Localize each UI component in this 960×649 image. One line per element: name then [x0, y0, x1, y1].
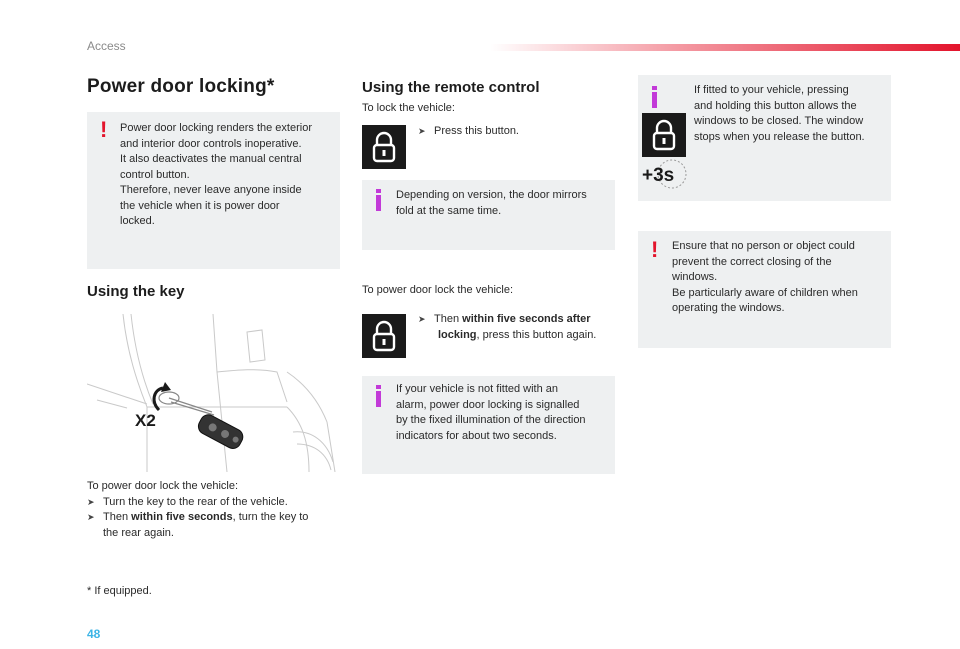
key-step-2-cont: the rear again.: [103, 526, 174, 539]
warning-line: Power door locking renders the exterior: [120, 122, 312, 134]
vehicle-door-key-icon: [87, 312, 337, 472]
info-line: indicators for about two seconds.: [396, 429, 557, 442]
warning-line: prevent the correct closing of the: [672, 255, 832, 268]
key-illustration: [87, 312, 337, 472]
warning-icon: !: [651, 237, 659, 262]
info-box-windows: [638, 75, 891, 201]
info-line: windows to be closed. The window: [694, 115, 864, 127]
header-rule: [490, 44, 960, 51]
page-title: Power door locking*: [87, 76, 275, 97]
info-icon: [375, 385, 383, 407]
info-line: by the fixed illumination of the direction: [396, 414, 586, 426]
padlock-icon: [642, 113, 686, 157]
info-line: fold at the same time.: [396, 204, 502, 217]
info-line: If your vehicle is not fitted with an: [396, 383, 559, 395]
warning-line: It also deactivates the manual central: [120, 153, 302, 165]
info-box-mirrors: [362, 180, 615, 250]
warning-line: control button.: [120, 168, 190, 181]
hold-timer: [640, 157, 690, 191]
key-instructions: [87, 479, 347, 541]
lock-button-image: [642, 113, 686, 157]
warning-line: Be particularly aware of children when: [672, 286, 858, 299]
info-line: alarm, power door locking is signalled: [396, 398, 580, 411]
warning-line: Ensure that no person or object could: [672, 240, 855, 252]
warning-line: Therefore, never leave anyone inside: [120, 184, 302, 196]
press-step: ➤ Press this button.: [418, 124, 519, 140]
warning-line: operating the windows.: [672, 302, 785, 314]
info-icon: [375, 189, 383, 211]
info-line: stops when you release the button.: [694, 130, 865, 143]
warning-line: and interior door controls inoperative.: [120, 137, 302, 150]
stopwatch-icon: [640, 157, 690, 191]
arrow-bullet-icon: ➤: [418, 314, 426, 324]
info-line: If fitted to your vehicle, pressing: [694, 84, 849, 96]
warning-box-windows: [638, 231, 891, 348]
then-step: ➤ Then within five seconds after locking, press this button again.: [418, 313, 597, 341]
info-icon: [651, 86, 659, 108]
key-step-1: ➤ Turn the key to the rear of the vehicle.: [87, 495, 347, 511]
info-line: and holding this button allows the: [694, 99, 857, 112]
warning-line: locked.: [120, 215, 155, 227]
section-label: Access: [87, 39, 126, 53]
footnote: * If equipped.: [87, 585, 152, 597]
key-step-2: ➤ Then within five seconds, turn the key to: [87, 510, 347, 526]
arrow-bullet-icon: ➤: [418, 126, 426, 136]
key-heading: Using the key: [87, 283, 185, 300]
key-intro: To power door lock the vehicle:: [87, 480, 239, 492]
lock-intro: To lock the vehicle:: [362, 102, 455, 114]
page-number: 48: [87, 627, 101, 641]
info-box-alarm: [362, 376, 615, 474]
hold-label: +3s: [642, 165, 675, 186]
warning-line: windows.: [672, 271, 718, 283]
power-intro: To power door lock the vehicle:: [362, 284, 514, 296]
illustration-label: X2: [135, 411, 156, 430]
warning-line: the vehicle when it is power door: [120, 199, 280, 212]
arrow-bullet-icon: ➤: [87, 512, 95, 522]
warning-icon: !: [100, 117, 108, 142]
arrow-bullet-icon: ➤: [87, 496, 95, 507]
warning-box-locking: [87, 112, 340, 269]
remote-heading: Using the remote control: [362, 79, 540, 96]
info-line: Depending on version, the door mirrors: [396, 189, 587, 201]
padlock-icon: [362, 314, 406, 358]
lock-button-image: [362, 314, 406, 358]
padlock-icon: [362, 125, 406, 169]
lock-button-image: [362, 125, 406, 169]
